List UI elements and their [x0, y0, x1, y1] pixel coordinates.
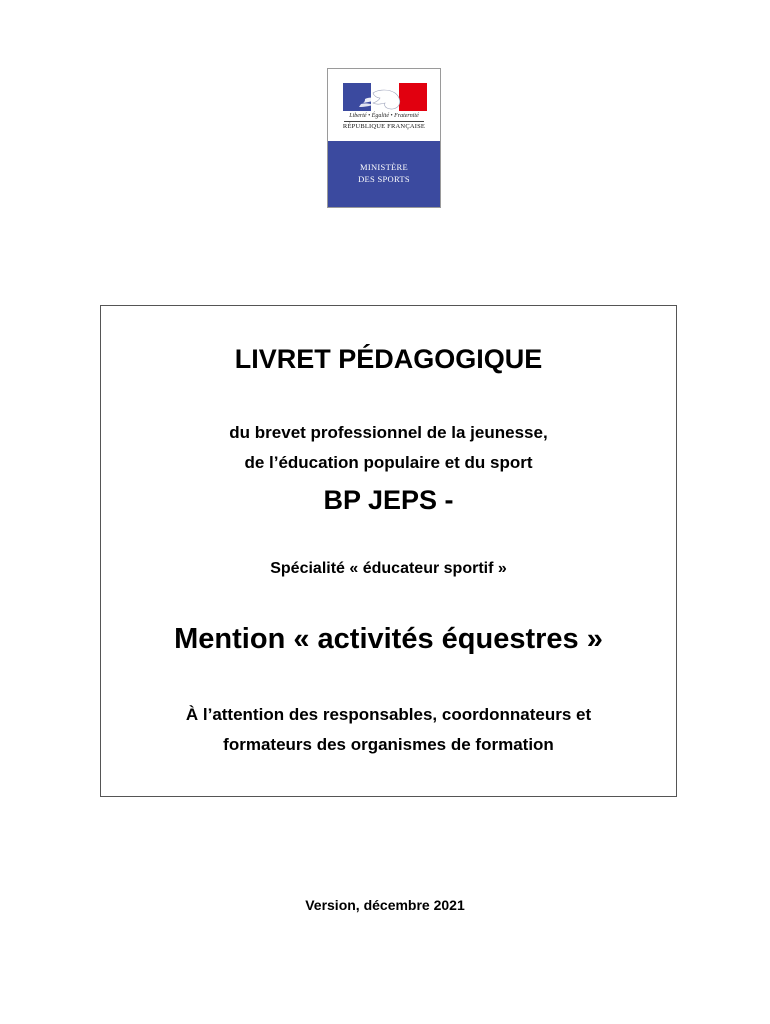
document-title: LIVRET PÉDAGOGIQUE [234, 344, 543, 374]
mention: Mention « activités équestres » [174, 623, 603, 655]
description-line2: de l’éducation populaire et du sport [244, 453, 533, 472]
speciality: Spécialité « éducateur sportif » [270, 560, 507, 577]
logo-divider [344, 121, 424, 122]
logo-motto: Liberté • Égalité • Fraternité [349, 113, 419, 119]
diploma-name: BP JEPS - [323, 485, 454, 515]
description-line1: du brevet professionnel de la jeunesse, [229, 423, 548, 442]
ministry-logo [327, 68, 441, 208]
marianne-flag-icon [343, 83, 427, 111]
logo-republic: RÉPUBLIQUE FRANÇAISE [342, 123, 426, 130]
audience-line1: À l’attention des responsables, coordonnateurs et [185, 705, 592, 724]
logo-ministry-band [328, 141, 440, 207]
audience [101, 700, 676, 760]
logo-ministry-line1: MINISTÈRE [359, 162, 409, 172]
logo-header [328, 69, 440, 141]
logo-ministry-name [328, 161, 440, 185]
audience-line2: formateurs des organismes de formation [223, 735, 554, 754]
document-description [101, 418, 676, 478]
title-box [100, 305, 677, 797]
document-version: Version, décembre 2021 [305, 897, 465, 913]
logo-ministry-line2: DES SPORTS [358, 174, 410, 184]
